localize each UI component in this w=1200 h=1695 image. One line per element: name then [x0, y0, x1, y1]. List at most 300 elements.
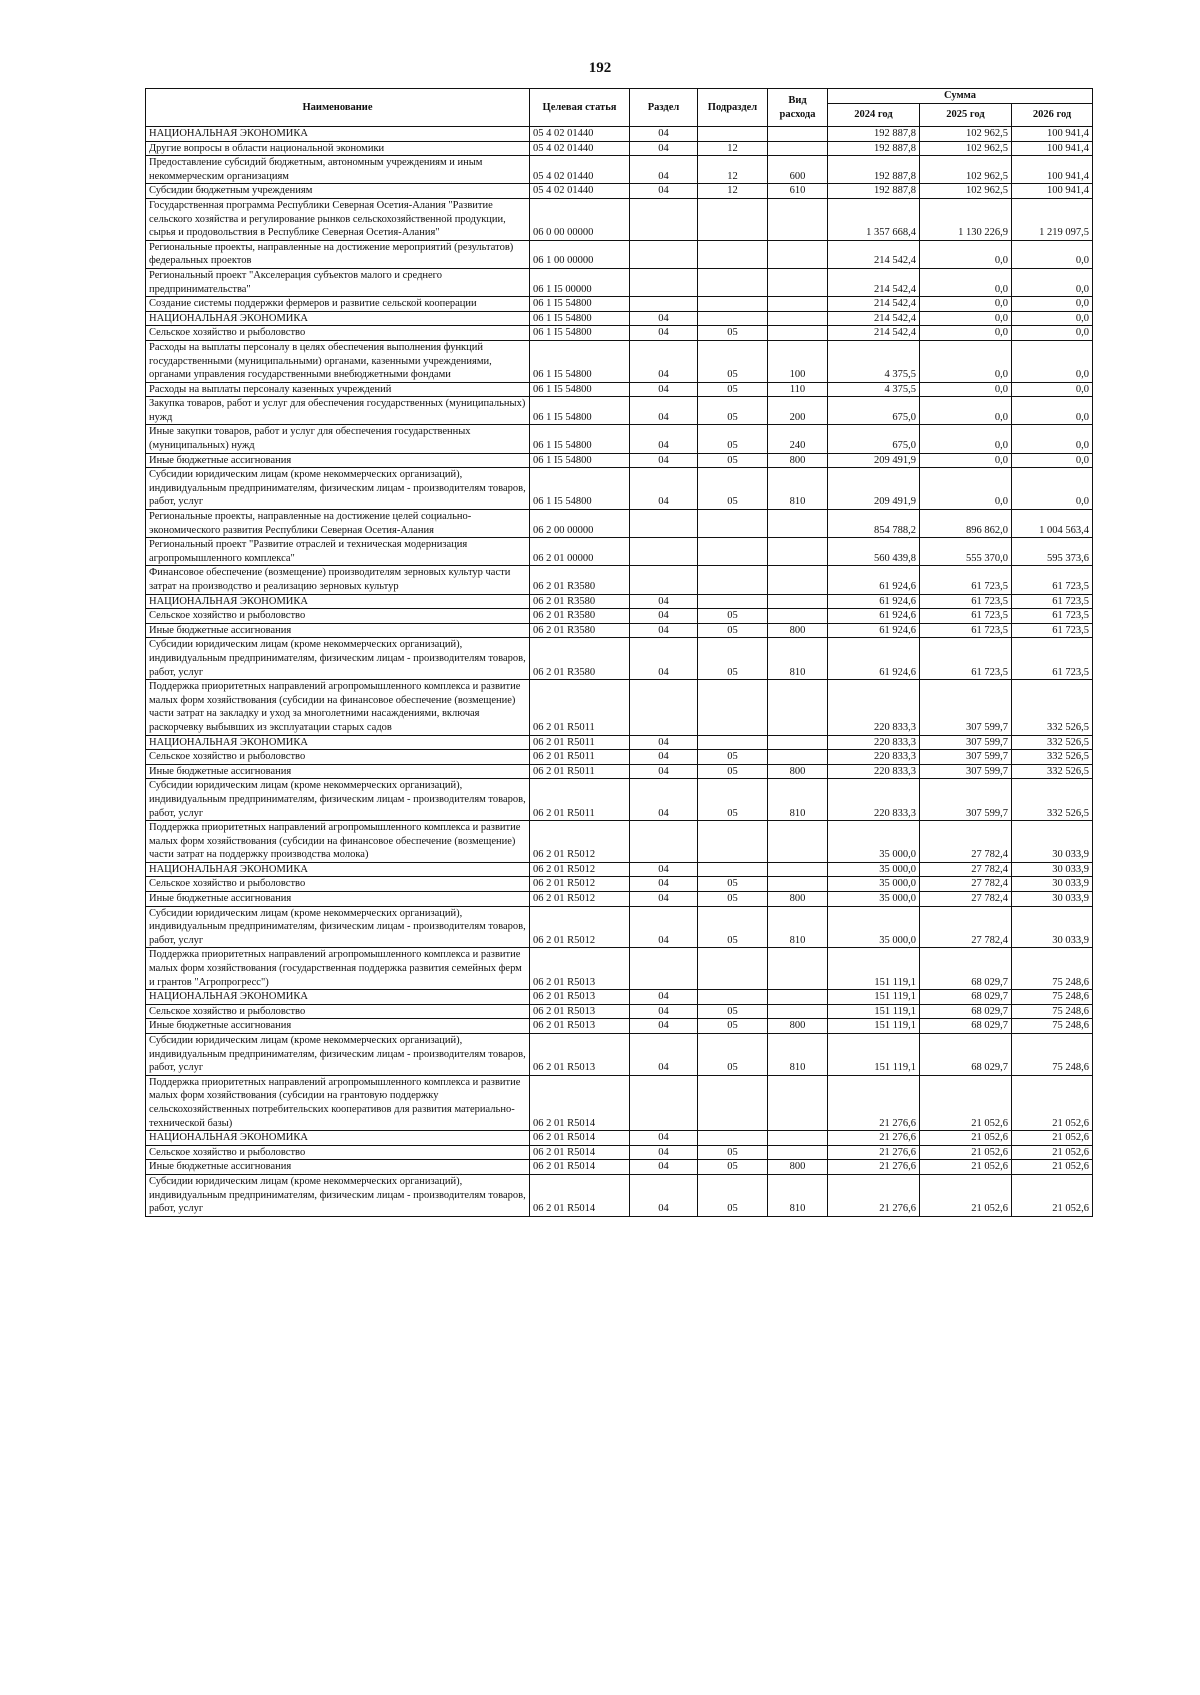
- cell-amount-2025: 0,0: [920, 425, 1012, 453]
- cell-subsection: 05: [698, 779, 768, 821]
- cell-amount-2024: 209 491,9: [828, 468, 920, 510]
- cell-expense-type: [768, 948, 828, 990]
- cell-subsection: 05: [698, 1174, 768, 1216]
- cell-subsection: 05: [698, 892, 768, 907]
- cell-expense-type: [768, 268, 828, 296]
- cell-amount-2025: 102 962,5: [920, 141, 1012, 156]
- cell-subsection: 05: [698, 877, 768, 892]
- table-row: [146, 1004, 1093, 1019]
- cell-amount-2024: 151 119,1: [828, 1034, 920, 1076]
- cell-section: 04: [630, 764, 698, 779]
- cell-amount-2026: 332 526,5: [1012, 779, 1093, 821]
- cell-amount-2026: 61 723,5: [1012, 609, 1093, 624]
- cell-name: Поддержка приоритетных направлений агропромышленного комплекса и развитие малых форм хозяйствования (субсидии на финансовое обеспечение (возмещение) части затрат на поддержку производства молока): [146, 821, 530, 863]
- cell-section: 04: [630, 750, 698, 765]
- cell-amount-2026: 1 219 097,5: [1012, 198, 1093, 240]
- cell-amount-2025: 102 962,5: [920, 156, 1012, 184]
- cell-name: Субсидии юридическим лицам (кроме некоммерческих организаций), индивидуальным предпринимателям, физическим лицам - производителям товаров, работ, услуг: [146, 638, 530, 680]
- cell-amount-2024: 220 833,3: [828, 735, 920, 750]
- cell-name: Региональные проекты, направленные на достижение целей социально-экономического развития Республики Северная Осетия-Алания: [146, 510, 530, 538]
- table-row: [146, 680, 1093, 735]
- cell-subsection: [698, 1131, 768, 1146]
- cell-target-code: 06 2 01 R5011: [530, 750, 630, 765]
- cell-amount-2024: 151 119,1: [828, 1019, 920, 1034]
- cell-expense-type: 810: [768, 638, 828, 680]
- cell-amount-2026: 75 248,6: [1012, 990, 1093, 1005]
- table-row: [146, 297, 1093, 312]
- cell-subsection: [698, 990, 768, 1005]
- cell-amount-2025: 307 599,7: [920, 764, 1012, 779]
- cell-subsection: 05: [698, 382, 768, 397]
- cell-amount-2025: 21 052,6: [920, 1075, 1012, 1130]
- cell-expense-type: 810: [768, 1174, 828, 1216]
- cell-target-code: 06 1 I5 54800: [530, 425, 630, 453]
- cell-expense-type: [768, 198, 828, 240]
- cell-target-code: 06 2 01 00000: [530, 538, 630, 566]
- cell-amount-2026: 595 373,6: [1012, 538, 1093, 566]
- cell-amount-2025: 27 782,4: [920, 892, 1012, 907]
- cell-name: Государственная программа Республики Северная Осетия-Алания "Развитие сельского хозяйства и регулирование рынков сельскохозяйственной продукции, сырья и продовольствия в Республике Северная Осетия-Алания": [146, 198, 530, 240]
- cell-subsection: 05: [698, 764, 768, 779]
- cell-section: 04: [630, 425, 698, 453]
- cell-target-code: 06 2 01 R5014: [530, 1131, 630, 1146]
- cell-subsection: 12: [698, 156, 768, 184]
- cell-name: Иные бюджетные ассигнования: [146, 1160, 530, 1175]
- cell-amount-2026: 75 248,6: [1012, 1019, 1093, 1034]
- cell-expense-type: [768, 735, 828, 750]
- cell-amount-2024: 151 119,1: [828, 990, 920, 1005]
- cell-subsection: [698, 268, 768, 296]
- cell-subsection: 05: [698, 468, 768, 510]
- table-row: [146, 198, 1093, 240]
- cell-subsection: [698, 948, 768, 990]
- cell-subsection: 05: [698, 1004, 768, 1019]
- cell-name: Субсидии юридическим лицам (кроме некоммерческих организаций), индивидуальным предпринимателям, физическим лицам - производителям товаров, работ, услуг: [146, 1034, 530, 1076]
- table-row: [146, 1019, 1093, 1034]
- cell-expense-type: 810: [768, 779, 828, 821]
- cell-amount-2026: 0,0: [1012, 382, 1093, 397]
- cell-amount-2025: 0,0: [920, 397, 1012, 425]
- table-row: [146, 764, 1093, 779]
- table-row: [146, 268, 1093, 296]
- cell-amount-2025: 68 029,7: [920, 1034, 1012, 1076]
- table-row: [146, 311, 1093, 326]
- cell-subsection: [698, 680, 768, 735]
- cell-expense-type: [768, 1004, 828, 1019]
- cell-subsection: [698, 1075, 768, 1130]
- cell-subsection: [698, 862, 768, 877]
- cell-amount-2024: 220 833,3: [828, 764, 920, 779]
- cell-section: 04: [630, 1160, 698, 1175]
- cell-amount-2024: 21 276,6: [828, 1075, 920, 1130]
- cell-target-code: 06 1 I5 54800: [530, 382, 630, 397]
- cell-target-code: 06 2 01 R5012: [530, 821, 630, 863]
- cell-amount-2026: 0,0: [1012, 425, 1093, 453]
- cell-name: НАЦИОНАЛЬНАЯ ЭКОНОМИКА: [146, 127, 530, 142]
- page-number: 192: [588, 60, 612, 76]
- cell-amount-2026: 30 033,9: [1012, 862, 1093, 877]
- cell-expense-type: [768, 1131, 828, 1146]
- cell-amount-2025: 68 029,7: [920, 1019, 1012, 1034]
- cell-target-code: 05 4 02 01440: [530, 127, 630, 142]
- cell-section: 04: [630, 340, 698, 382]
- cell-name: НАЦИОНАЛЬНАЯ ЭКОНОМИКА: [146, 594, 530, 609]
- cell-target-code: 06 2 01 R5012: [530, 892, 630, 907]
- cell-target-code: 06 2 01 R5014: [530, 1174, 630, 1216]
- cell-section: 04: [630, 609, 698, 624]
- cell-section: 04: [630, 892, 698, 907]
- cell-amount-2024: 675,0: [828, 425, 920, 453]
- cell-amount-2025: 27 782,4: [920, 862, 1012, 877]
- cell-subsection: [698, 198, 768, 240]
- cell-section: [630, 510, 698, 538]
- cell-name: Субсидии бюджетным учреждениям: [146, 184, 530, 199]
- cell-section: 04: [630, 1019, 698, 1034]
- cell-name: Региональный проект "Развитие отраслей и техническая модернизация агропромышленного комплекса": [146, 538, 530, 566]
- cell-expense-type: 600: [768, 156, 828, 184]
- cell-section: 04: [630, 141, 698, 156]
- cell-expense-type: 110: [768, 382, 828, 397]
- cell-amount-2026: 61 723,5: [1012, 638, 1093, 680]
- cell-section: 04: [630, 397, 698, 425]
- cell-amount-2024: 214 542,4: [828, 240, 920, 268]
- cell-section: 04: [630, 906, 698, 948]
- table-row: [146, 877, 1093, 892]
- cell-target-code: 05 4 02 01440: [530, 141, 630, 156]
- cell-name: НАЦИОНАЛЬНАЯ ЭКОНОМИКА: [146, 862, 530, 877]
- table-row: [146, 735, 1093, 750]
- cell-subsection: [698, 735, 768, 750]
- cell-target-code: 06 1 00 00000: [530, 240, 630, 268]
- cell-amount-2026: 21 052,6: [1012, 1160, 1093, 1175]
- cell-expense-type: [768, 821, 828, 863]
- cell-section: 04: [630, 877, 698, 892]
- cell-target-code: 06 2 01 R5011: [530, 779, 630, 821]
- header-target: Целевая статья: [530, 89, 630, 127]
- cell-name: Иные бюджетные ассигнования: [146, 892, 530, 907]
- cell-amount-2026: 0,0: [1012, 311, 1093, 326]
- cell-target-code: 06 2 01 R5014: [530, 1145, 630, 1160]
- cell-amount-2026: 0,0: [1012, 397, 1093, 425]
- cell-section: 04: [630, 862, 698, 877]
- cell-amount-2025: 0,0: [920, 326, 1012, 341]
- cell-section: 04: [630, 1131, 698, 1146]
- cell-amount-2024: 214 542,4: [828, 297, 920, 312]
- cell-amount-2025: 555 370,0: [920, 538, 1012, 566]
- cell-name: Субсидии юридическим лицам (кроме некоммерческих организаций), индивидуальным предпринимателям, физическим лицам - производителям товаров, работ, услуг: [146, 1174, 530, 1216]
- cell-name: Расходы на выплаты персоналу в целях обеспечения выполнения функций государственными (муниципальными) органами, казенными учреждениями, органами управления государственными внебюджетными фондами: [146, 340, 530, 382]
- table-row: [146, 1034, 1093, 1076]
- cell-amount-2024: 214 542,4: [828, 268, 920, 296]
- cell-name: Сельское хозяйство и рыболовство: [146, 1145, 530, 1160]
- cell-target-code: 06 2 01 R5012: [530, 877, 630, 892]
- cell-name: Субсидии юридическим лицам (кроме некоммерческих организаций), индивидуальным предпринимателям, физическим лицам - производителям товаров, работ, услуг: [146, 468, 530, 510]
- cell-target-code: 06 1 I5 00000: [530, 268, 630, 296]
- cell-target-code: 06 1 I5 54800: [530, 326, 630, 341]
- cell-section: 04: [630, 990, 698, 1005]
- cell-amount-2025: 307 599,7: [920, 779, 1012, 821]
- cell-target-code: 05 4 02 01440: [530, 156, 630, 184]
- cell-amount-2026: 0,0: [1012, 297, 1093, 312]
- cell-target-code: 06 2 01 R5013: [530, 948, 630, 990]
- table-row: [146, 1174, 1093, 1216]
- table-row: [146, 566, 1093, 594]
- cell-amount-2026: 1 004 563,4: [1012, 510, 1093, 538]
- header-year-2026: 2026 год: [1012, 104, 1093, 127]
- table-row: [146, 594, 1093, 609]
- cell-subsection: [698, 538, 768, 566]
- cell-target-code: 06 2 01 R5011: [530, 764, 630, 779]
- cell-amount-2024: 151 119,1: [828, 1004, 920, 1019]
- cell-section: [630, 821, 698, 863]
- cell-expense-type: [768, 311, 828, 326]
- cell-amount-2024: 61 924,6: [828, 566, 920, 594]
- cell-section: 04: [630, 594, 698, 609]
- cell-target-code: 06 2 00 00000: [530, 510, 630, 538]
- table-row: [146, 184, 1093, 199]
- cell-amount-2025: 0,0: [920, 240, 1012, 268]
- cell-section: [630, 566, 698, 594]
- cell-amount-2025: 21 052,6: [920, 1160, 1012, 1175]
- cell-amount-2026: 0,0: [1012, 240, 1093, 268]
- cell-amount-2024: 61 924,6: [828, 594, 920, 609]
- cell-name: Иные бюджетные ассигнования: [146, 764, 530, 779]
- header-section: Раздел: [630, 89, 698, 127]
- cell-expense-type: [768, 566, 828, 594]
- cell-amount-2026: 30 033,9: [1012, 821, 1093, 863]
- cell-amount-2024: 214 542,4: [828, 311, 920, 326]
- cell-amount-2024: 675,0: [828, 397, 920, 425]
- cell-name: Предоставление субсидий бюджетным, автономным учреждениям и иным некоммерческим организациям: [146, 156, 530, 184]
- cell-amount-2025: 0,0: [920, 268, 1012, 296]
- table-row: [146, 779, 1093, 821]
- cell-subsection: [698, 566, 768, 594]
- cell-expense-type: 800: [768, 453, 828, 468]
- cell-target-code: 06 2 01 R3580: [530, 638, 630, 680]
- cell-target-code: 06 2 01 R3580: [530, 609, 630, 624]
- cell-name: Сельское хозяйство и рыболовство: [146, 1004, 530, 1019]
- cell-expense-type: 800: [768, 892, 828, 907]
- cell-expense-type: 810: [768, 1034, 828, 1076]
- cell-section: 04: [630, 1004, 698, 1019]
- cell-amount-2026: 100 941,4: [1012, 127, 1093, 142]
- cell-amount-2026: 21 052,6: [1012, 1131, 1093, 1146]
- cell-amount-2024: 61 924,6: [828, 609, 920, 624]
- cell-amount-2026: 61 723,5: [1012, 566, 1093, 594]
- table-row: [146, 892, 1093, 907]
- cell-target-code: 06 0 00 00000: [530, 198, 630, 240]
- cell-amount-2026: 100 941,4: [1012, 141, 1093, 156]
- cell-amount-2025: 307 599,7: [920, 735, 1012, 750]
- cell-expense-type: 810: [768, 468, 828, 510]
- cell-expense-type: [768, 609, 828, 624]
- cell-subsection: 05: [698, 1019, 768, 1034]
- cell-target-code: 06 2 01 R5013: [530, 1034, 630, 1076]
- cell-section: 04: [630, 623, 698, 638]
- cell-amount-2026: 21 052,6: [1012, 1145, 1093, 1160]
- cell-amount-2024: 35 000,0: [828, 906, 920, 948]
- table-row: [146, 382, 1093, 397]
- cell-amount-2025: 0,0: [920, 311, 1012, 326]
- cell-name: Иные бюджетные ассигнования: [146, 453, 530, 468]
- cell-section: [630, 297, 698, 312]
- cell-name: Сельское хозяйство и рыболовство: [146, 877, 530, 892]
- cell-subsection: 05: [698, 1145, 768, 1160]
- cell-expense-type: 240: [768, 425, 828, 453]
- cell-name: Иные бюджетные ассигнования: [146, 1019, 530, 1034]
- table-row: [146, 948, 1093, 990]
- cell-amount-2025: 102 962,5: [920, 184, 1012, 199]
- cell-expense-type: 200: [768, 397, 828, 425]
- cell-amount-2026: 332 526,5: [1012, 680, 1093, 735]
- cell-name: Финансовое обеспечение (возмещение) производителям зерновых культур части затрат на производство и реализацию зерновых культур: [146, 566, 530, 594]
- cell-amount-2026: 100 941,4: [1012, 156, 1093, 184]
- table-row: [146, 240, 1093, 268]
- cell-target-code: 06 1 I5 54800: [530, 311, 630, 326]
- cell-amount-2026: 0,0: [1012, 453, 1093, 468]
- cell-name: Региональный проект "Акселерация субъектов малого и среднего предпринимательства": [146, 268, 530, 296]
- cell-section: [630, 198, 698, 240]
- cell-amount-2024: 35 000,0: [828, 877, 920, 892]
- cell-amount-2025: 21 052,6: [920, 1145, 1012, 1160]
- cell-amount-2024: 21 276,6: [828, 1145, 920, 1160]
- table-row: [146, 990, 1093, 1005]
- cell-amount-2026: 0,0: [1012, 268, 1093, 296]
- cell-subsection: 05: [698, 609, 768, 624]
- cell-subsection: 05: [698, 1034, 768, 1076]
- cell-amount-2026: 61 723,5: [1012, 594, 1093, 609]
- cell-amount-2026: 100 941,4: [1012, 184, 1093, 199]
- cell-name: Иные бюджетные ассигнования: [146, 623, 530, 638]
- cell-amount-2025: 61 723,5: [920, 609, 1012, 624]
- cell-name: Поддержка приоритетных направлений агропромышленного комплекса и развитие малых форм хозяйствования (субсидии на грантовую поддержку сельскохозяйственных потребительских кооперативов для развития материально-технической базы): [146, 1075, 530, 1130]
- cell-amount-2026: 30 033,9: [1012, 892, 1093, 907]
- table-row: [146, 623, 1093, 638]
- cell-section: 04: [630, 382, 698, 397]
- cell-target-code: 06 2 01 R5013: [530, 1004, 630, 1019]
- cell-section: [630, 1075, 698, 1130]
- cell-subsection: 05: [698, 906, 768, 948]
- cell-amount-2024: 35 000,0: [828, 821, 920, 863]
- table-row: [146, 453, 1093, 468]
- cell-target-code: 06 1 I5 54800: [530, 468, 630, 510]
- table-row: [146, 1160, 1093, 1175]
- cell-subsection: 12: [698, 141, 768, 156]
- cell-name: Сельское хозяйство и рыболовство: [146, 750, 530, 765]
- cell-section: 04: [630, 468, 698, 510]
- cell-name: Закупка товаров, работ и услуг для обеспечения государственных (муниципальных) нужд: [146, 397, 530, 425]
- table-row: [146, 638, 1093, 680]
- table-row: [146, 609, 1093, 624]
- cell-section: [630, 948, 698, 990]
- cell-subsection: 05: [698, 326, 768, 341]
- cell-section: 04: [630, 311, 698, 326]
- cell-section: [630, 240, 698, 268]
- cell-amount-2025: 1 130 226,9: [920, 198, 1012, 240]
- cell-amount-2024: 1 357 668,4: [828, 198, 920, 240]
- cell-subsection: 05: [698, 425, 768, 453]
- cell-name: Расходы на выплаты персоналу казенных учреждений: [146, 382, 530, 397]
- cell-amount-2026: 30 033,9: [1012, 906, 1093, 948]
- cell-section: 04: [630, 779, 698, 821]
- cell-amount-2025: 896 862,0: [920, 510, 1012, 538]
- cell-expense-type: 800: [768, 1160, 828, 1175]
- cell-amount-2024: 35 000,0: [828, 892, 920, 907]
- cell-amount-2025: 61 723,5: [920, 566, 1012, 594]
- cell-section: 04: [630, 326, 698, 341]
- cell-name: Сельское хозяйство и рыболовство: [146, 609, 530, 624]
- cell-target-code: 06 2 01 R5012: [530, 862, 630, 877]
- cell-amount-2025: 61 723,5: [920, 623, 1012, 638]
- cell-amount-2025: 21 052,6: [920, 1131, 1012, 1146]
- cell-amount-2025: 68 029,7: [920, 1004, 1012, 1019]
- table-row: [146, 340, 1093, 382]
- cell-amount-2024: 35 000,0: [828, 862, 920, 877]
- cell-section: [630, 538, 698, 566]
- cell-target-code: 06 2 01 R5012: [530, 906, 630, 948]
- cell-amount-2025: 0,0: [920, 340, 1012, 382]
- cell-expense-type: 610: [768, 184, 828, 199]
- table-row: [146, 468, 1093, 510]
- cell-amount-2026: 30 033,9: [1012, 877, 1093, 892]
- cell-expense-type: [768, 990, 828, 1005]
- cell-expense-type: [768, 326, 828, 341]
- cell-amount-2025: 21 052,6: [920, 1174, 1012, 1216]
- cell-target-code: 06 2 01 R5013: [530, 990, 630, 1005]
- cell-name: Субсидии юридическим лицам (кроме некоммерческих организаций), индивидуальным предпринимателям, физическим лицам - производителям товаров, работ, услуг: [146, 906, 530, 948]
- cell-amount-2025: 68 029,7: [920, 948, 1012, 990]
- cell-name: Создание системы поддержки фермеров и развитие сельской кооперации: [146, 297, 530, 312]
- cell-subsection: 05: [698, 453, 768, 468]
- budget-table: [145, 88, 1093, 1217]
- cell-amount-2026: 332 526,5: [1012, 750, 1093, 765]
- cell-amount-2024: 192 887,8: [828, 184, 920, 199]
- cell-expense-type: 800: [768, 1019, 828, 1034]
- cell-target-code: 06 2 01 R5013: [530, 1019, 630, 1034]
- cell-subsection: [698, 127, 768, 142]
- cell-section: 04: [630, 1174, 698, 1216]
- header-year-2024: 2024 год: [828, 104, 920, 127]
- cell-section: 04: [630, 735, 698, 750]
- cell-amount-2025: 307 599,7: [920, 750, 1012, 765]
- cell-amount-2026: 21 052,6: [1012, 1075, 1093, 1130]
- cell-subsection: [698, 311, 768, 326]
- cell-target-code: 06 1 I5 54800: [530, 297, 630, 312]
- cell-amount-2024: 61 924,6: [828, 623, 920, 638]
- cell-amount-2024: 854 788,2: [828, 510, 920, 538]
- cell-subsection: 05: [698, 623, 768, 638]
- cell-amount-2026: 332 526,5: [1012, 764, 1093, 779]
- cell-expense-type: [768, 127, 828, 142]
- cell-amount-2026: 332 526,5: [1012, 735, 1093, 750]
- cell-amount-2026: 75 248,6: [1012, 948, 1093, 990]
- header-expense-type: Вид расхода: [768, 89, 828, 127]
- table-row: [146, 141, 1093, 156]
- cell-amount-2024: 209 491,9: [828, 453, 920, 468]
- cell-expense-type: 810: [768, 906, 828, 948]
- cell-expense-type: [768, 680, 828, 735]
- cell-subsection: 05: [698, 750, 768, 765]
- cell-name: Сельское хозяйство и рыболовство: [146, 326, 530, 341]
- table-row: [146, 397, 1093, 425]
- table-row: [146, 750, 1093, 765]
- cell-amount-2024: 560 439,8: [828, 538, 920, 566]
- table-row: [146, 156, 1093, 184]
- cell-amount-2026: 0,0: [1012, 340, 1093, 382]
- cell-subsection: [698, 594, 768, 609]
- table-row: [146, 127, 1093, 142]
- cell-subsection: [698, 510, 768, 538]
